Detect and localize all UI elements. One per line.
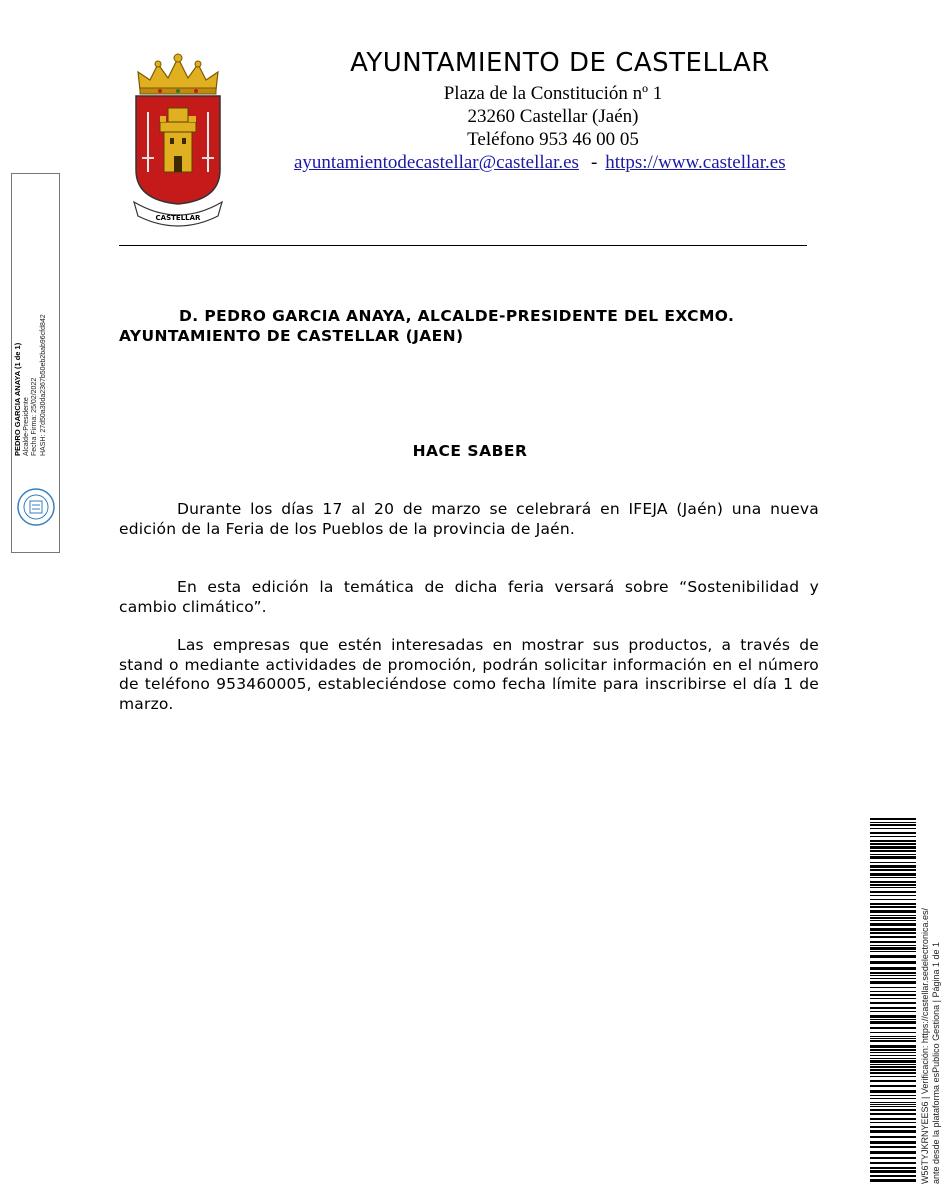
signature-block [14, 276, 48, 456]
paragraph-3: Las empresas que estén interesadas en mostrar sus productos, a través de stand o mediante actividades de promoción, podrán solicitar información en el número de teléfono 953460005, estableciéndose como fecha límite para inscribirse el día 1 de marzo. [119, 636, 819, 713]
link-separator: - [590, 152, 598, 173]
paragraph-2: En esta edición la temática de dicha feria versará sobre “Sostenibilidad y cambio climático”. [119, 578, 819, 616]
mayor-heading [119, 306, 819, 346]
heading-line-1: D. PEDRO GARCIA ANAYA, ALCALDE-PRESIDENTE DEL EXCMO. [179, 307, 735, 325]
header-divider [119, 245, 807, 246]
verification-line-1: W56TYJKRNYEES6 | Verificación: https://castellar.sedelectronica.es/ [920, 908, 930, 1184]
address-line-2: 23260 Castellar (Jaén) [467, 106, 639, 127]
hace-saber-title: HACE SABER [412, 442, 528, 460]
coat-ribbon-label: CASTELLAR [155, 214, 201, 222]
signer-name: PEDRO GARCIA ANAYA (1 de 1) [13, 342, 22, 456]
signature-date: Fecha Firma: 25/02/2022 [31, 377, 38, 456]
contact-links [294, 152, 824, 174]
signature-hash: HASH: 27d50a30da2367b50eb2bab96cfd842 [39, 314, 47, 456]
heading-line-2: AYUNTAMIENTO DE CASTELLAR (JAEN) [119, 327, 464, 345]
official-seal-icon [16, 487, 56, 527]
coat-of-arms-logo [130, 52, 226, 228]
phone-line: Teléfono 953 46 00 05 [467, 129, 639, 150]
barcode-image [870, 818, 916, 1184]
verification-line-2: ante desde la plataforma esPublico Gestiona | Página 1 de 1 [930, 942, 941, 1184]
paragraph-1: Durante los días 17 al 20 de marzo se celebrará en IFEJA (Jaén) una nueva edición de la Feria de los Pueblos de la provincia de Jaén. [119, 500, 819, 538]
email-link[interactable]: ayuntamientodecastellar@castellar.es [294, 152, 579, 173]
verification-text [920, 864, 941, 1184]
signer-role: Alcalde-Presidente [22, 397, 30, 456]
address-line-1: Plaza de la Constitución nº 1 [443, 83, 663, 104]
website-link[interactable]: https://www.castellar.es [605, 152, 786, 173]
municipality-title: AYUNTAMIENTO DE CASTELLAR [350, 48, 770, 78]
